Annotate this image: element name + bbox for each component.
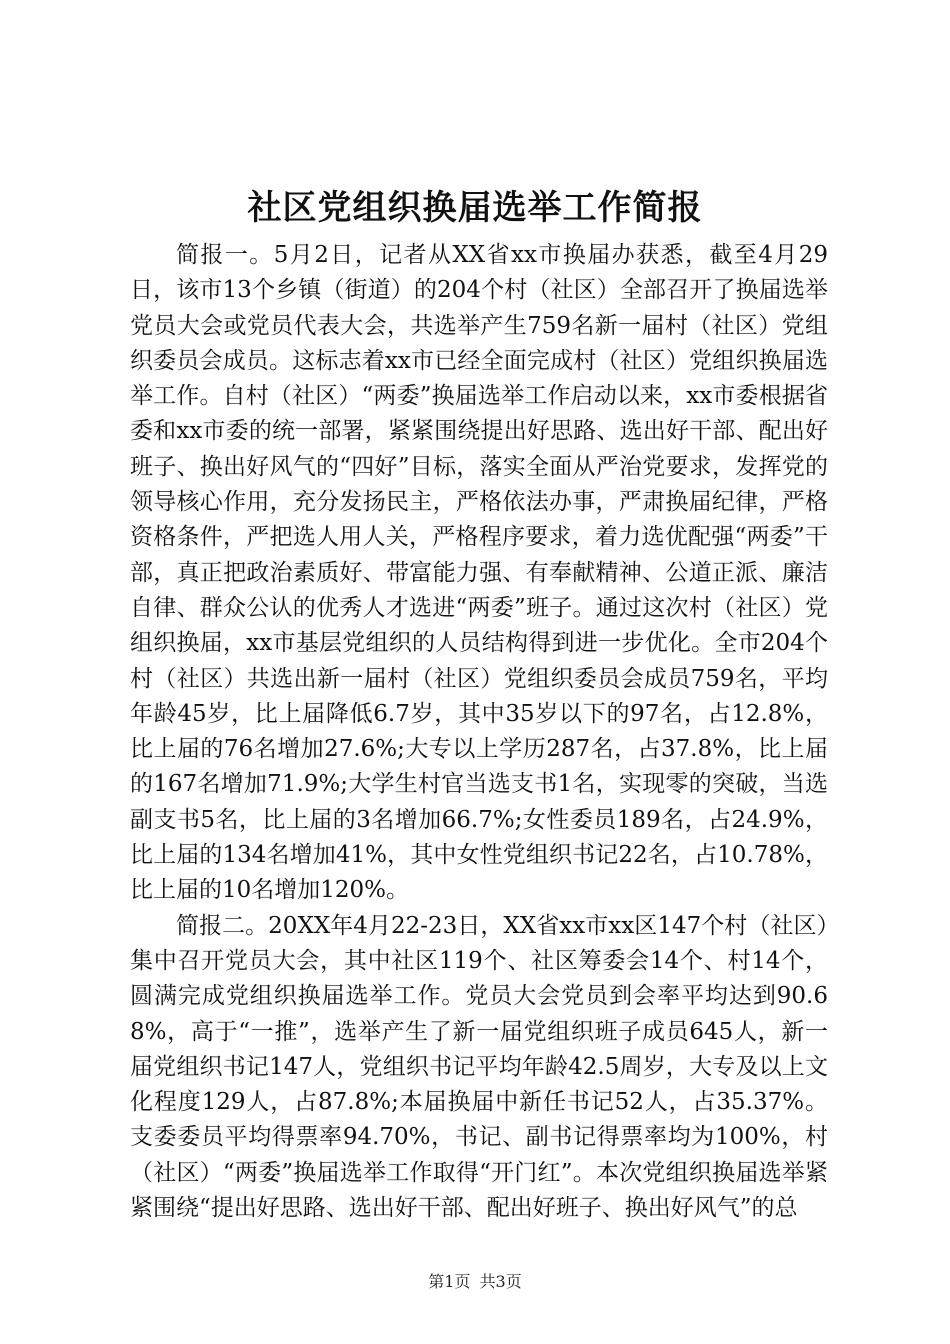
page-number-footer: 第1页 共3页: [428, 1272, 522, 1291]
paragraph-briefing-two: 简报二。20XX年4月22-23日，XX省xx市xx区147个村（社区）集中召开党员大会，其中社区119个、社区筹委会14个、村14个，圆满完成党组织换届选举工作。党员大会党员到会率平均达到90.68%，高于“一推”，选举产生了新一届党组织班子成员645人，新一届党组织书记147人，党组织书记平均年龄42.5周岁，大专及以上文化程度129人，占87.8%;本届换届中新任书记52人，占35.37%。支委委员平均得票率94.70%，书记、副书记得票率均为100%，村（社区）“两委”换届选举工作取得“开门红”。本次党组织换届选举紧紧围绕“提出好思路、选出好干部、配出好班子、换出好风气”的总: [130, 912, 828, 1222]
document-title: 社区党组织换届选举工作简报: [247, 188, 703, 228]
document-body: [130, 238, 828, 1226]
paragraph-briefing-one: 简报一。5月2日，记者从XX省xx市换届办获悉，截至4月29日，该市13个乡镇（街道）的204个村（社区）全部召开了换届选举党员大会或党员代表大会，共选举产生759名新一届村（社区）党组织委员会成员。这标志着xx市已经全面完成村（社区）党组织换届选举工作。自村（社区）“两委”换届选举工作启动以来，xx市委根据省委和xx市委的统一部署，紧紧围绕提出好思路、选出好干部、配出好班子、换出好风气的“四好”目标，落实全面从严治党要求，发挥党的领导核心作用，充分发扬民主，严格依法办事，严肃换届纪律，严格资格条件，严把选人用人关，严格程序要求，着力选优配强“两委”干部，真正把政治素质好、带富能力强、有奉献精神、公道正派、廉洁自律、群众公认的优秀人才选进“两委”班子。通过这次村（社区）党组织换届，xx市基层党组织的人员结构得到进一步优化。全市204个村（社区）共选出新一届村（社区）党组织委员会成员759名，平均年龄45岁，比上届降低6.7岁，其中35岁以下的97名，占12.8%，比上届的76名增加27.6%;大专以上学历287名，占37.8%，比上届的167名增加71.9%;大学生村官当选支书1名，实现零的突破，当选副支书5名，比上届的3名增加66.7%;女性委员189名，占24.9%，比上届的134名增加41%，其中女性党组织书记22名，占10.78%，比上届的10名增加120%。: [130, 242, 828, 904]
